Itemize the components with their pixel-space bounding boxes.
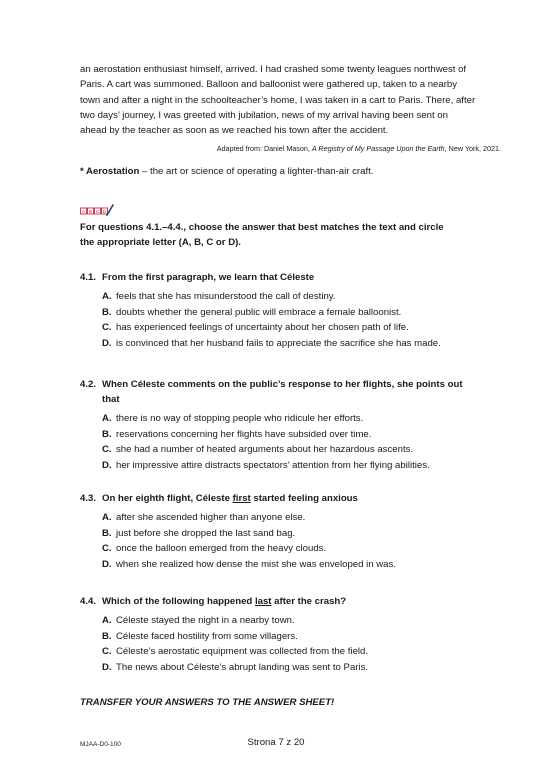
question-text: after the crash? <box>271 596 347 607</box>
answer-option[interactable] <box>80 411 520 427</box>
instructions-line: the appropriate letter (A, B, C or D). <box>80 236 241 248</box>
answer-option[interactable] <box>80 427 520 443</box>
answer-option[interactable] <box>80 442 520 458</box>
answer-option[interactable] <box>80 305 520 321</box>
passage-line: town and after a night in the schoolteacher’s home, I was taken in a cart to Paris. There, after <box>80 94 476 106</box>
svg-text:D: D <box>102 209 107 214</box>
option-letter: C. <box>102 444 112 456</box>
source-suffix: , New York, 2021. <box>444 144 501 153</box>
option-text: feels that she has misunderstood the call of destiny. <box>116 291 336 302</box>
answer-option[interactable] <box>80 613 520 629</box>
option-text: is convinced that her husband fails to appreciate the sacrifice she has made. <box>116 337 441 349</box>
footnote <box>80 166 373 177</box>
question-number: 4.2. <box>80 379 97 390</box>
transfer-instruction: TRANSFER YOUR ANSWERS TO THE ANSWER SHEET! <box>80 697 335 708</box>
option-text: doubts whether the general public will embrace a female balloonist. <box>116 306 402 318</box>
question-number: 4.3. <box>80 493 97 504</box>
question-text-continued: that <box>102 394 120 405</box>
question-stem <box>80 377 520 407</box>
svg-text:C: C <box>95 209 100 214</box>
question-text-underlined: last <box>254 596 272 607</box>
option-letter: C. <box>102 646 112 658</box>
page-number: Strona 7 z 20 <box>247 737 305 748</box>
passage-line: Paris. A cart was summoned. Balloon and balloonist were gathered up, taken to a nearby <box>80 79 458 91</box>
answer-option[interactable] <box>80 541 520 557</box>
question-text: From the first paragraph, we learn that Céleste <box>102 272 315 283</box>
multiple-choice-icon <box>80 204 114 218</box>
passage-line: an aerostation enthusiast himself, arrived. I had crashed some twenty leagues northwest of <box>80 64 467 75</box>
source-citation <box>80 144 501 153</box>
answer-option[interactable] <box>80 458 520 474</box>
option-text: Céleste faced hostility from some villagers. <box>116 630 298 642</box>
option-letter: A. <box>102 512 112 523</box>
option-text: she had a number of heated arguments about her hazardous ascents. <box>116 444 414 456</box>
option-letter: B. <box>102 306 112 318</box>
svg-text:B: B <box>88 209 93 214</box>
question-4-4 <box>80 594 520 675</box>
option-letter: D. <box>102 337 112 349</box>
option-letter: A. <box>102 615 112 626</box>
question-text: started feeling anxious <box>250 493 358 504</box>
question-text: Which of the following happened <box>102 596 255 607</box>
question-4-2 <box>80 377 520 473</box>
option-letter: D. <box>102 459 112 471</box>
question-text-underlined: first <box>232 493 251 504</box>
question-stem <box>80 594 520 609</box>
passage-line: two days’ journey, I was greeted with jubilation, news of my arrival having been sent on <box>80 109 448 121</box>
option-text: Céleste stayed the night in a nearby town. <box>116 615 295 626</box>
option-text: when she realized how dense the mist she was enveloped in was. <box>116 558 396 570</box>
footnote-definition: – the art or science of operating a lighter-than-air craft. <box>139 166 374 177</box>
option-text: The news about Céleste’s abrupt landing was sent to Paris. <box>116 661 369 673</box>
option-letter: A. <box>102 291 112 302</box>
passage-line: ahead by the teacher as soon as we reached his town after the accident. <box>80 125 389 137</box>
question-4-1 <box>80 270 520 351</box>
question-number: 4.1. <box>80 272 97 283</box>
source-prefix: Adapted from: Daniel Mason, <box>216 144 312 153</box>
question-text: On her eighth flight, Céleste <box>102 493 233 504</box>
question-4-3 <box>80 491 520 572</box>
option-text: Céleste’s aerostatic equipment was collected from the field. <box>116 646 369 658</box>
answer-option[interactable] <box>80 526 520 542</box>
answer-option[interactable] <box>80 557 520 573</box>
option-text: once the balloon emerged from the heavy clouds. <box>116 543 327 555</box>
question-stem <box>80 270 520 285</box>
svg-text:A: A <box>81 209 86 214</box>
option-text: reservations concerning her flights have subsided over time. <box>116 428 372 440</box>
answer-option[interactable] <box>80 629 520 645</box>
answer-option[interactable] <box>80 660 520 676</box>
answer-option[interactable] <box>80 644 520 660</box>
exam-code: MJAA-D0-100 <box>80 741 121 748</box>
footnote-term: * Aerostation <box>80 166 140 177</box>
option-text: just before she dropped the last sand bag. <box>116 527 296 539</box>
option-letter: B. <box>102 428 112 440</box>
question-stem <box>80 491 520 506</box>
question-number: 4.4. <box>80 596 97 607</box>
option-letter: C. <box>102 543 112 555</box>
option-text: has experienced feelings of uncertainty about her chosen path of life. <box>116 322 409 334</box>
instructions-line: For questions 4.1.–4.4., choose the answer that best matches the text and circle <box>80 222 444 233</box>
option-letter: B. <box>102 527 112 539</box>
option-letter: C. <box>102 322 112 334</box>
option-text: there is no way of stopping people who ridicule her efforts. <box>116 413 364 424</box>
answer-option[interactable] <box>80 336 520 352</box>
answer-option[interactable] <box>80 510 520 526</box>
passage-paragraph <box>80 62 510 138</box>
option-letter: D. <box>102 661 112 673</box>
option-letter: B. <box>102 630 112 642</box>
option-letter: A. <box>102 413 112 424</box>
option-letter: D. <box>102 558 112 570</box>
option-text: after she ascended higher than anyone else. <box>116 512 306 523</box>
question-text: When Céleste comments on the public’s response to her flights, she points out <box>102 379 463 390</box>
answer-option[interactable] <box>80 289 520 305</box>
task-instructions <box>80 221 444 250</box>
option-text: her impressive attire distracts spectators’ attention from her flying abilities. <box>116 459 430 471</box>
source-title: A Registry of My Passage Upon the Earth <box>311 144 445 153</box>
answer-option[interactable] <box>80 320 520 336</box>
